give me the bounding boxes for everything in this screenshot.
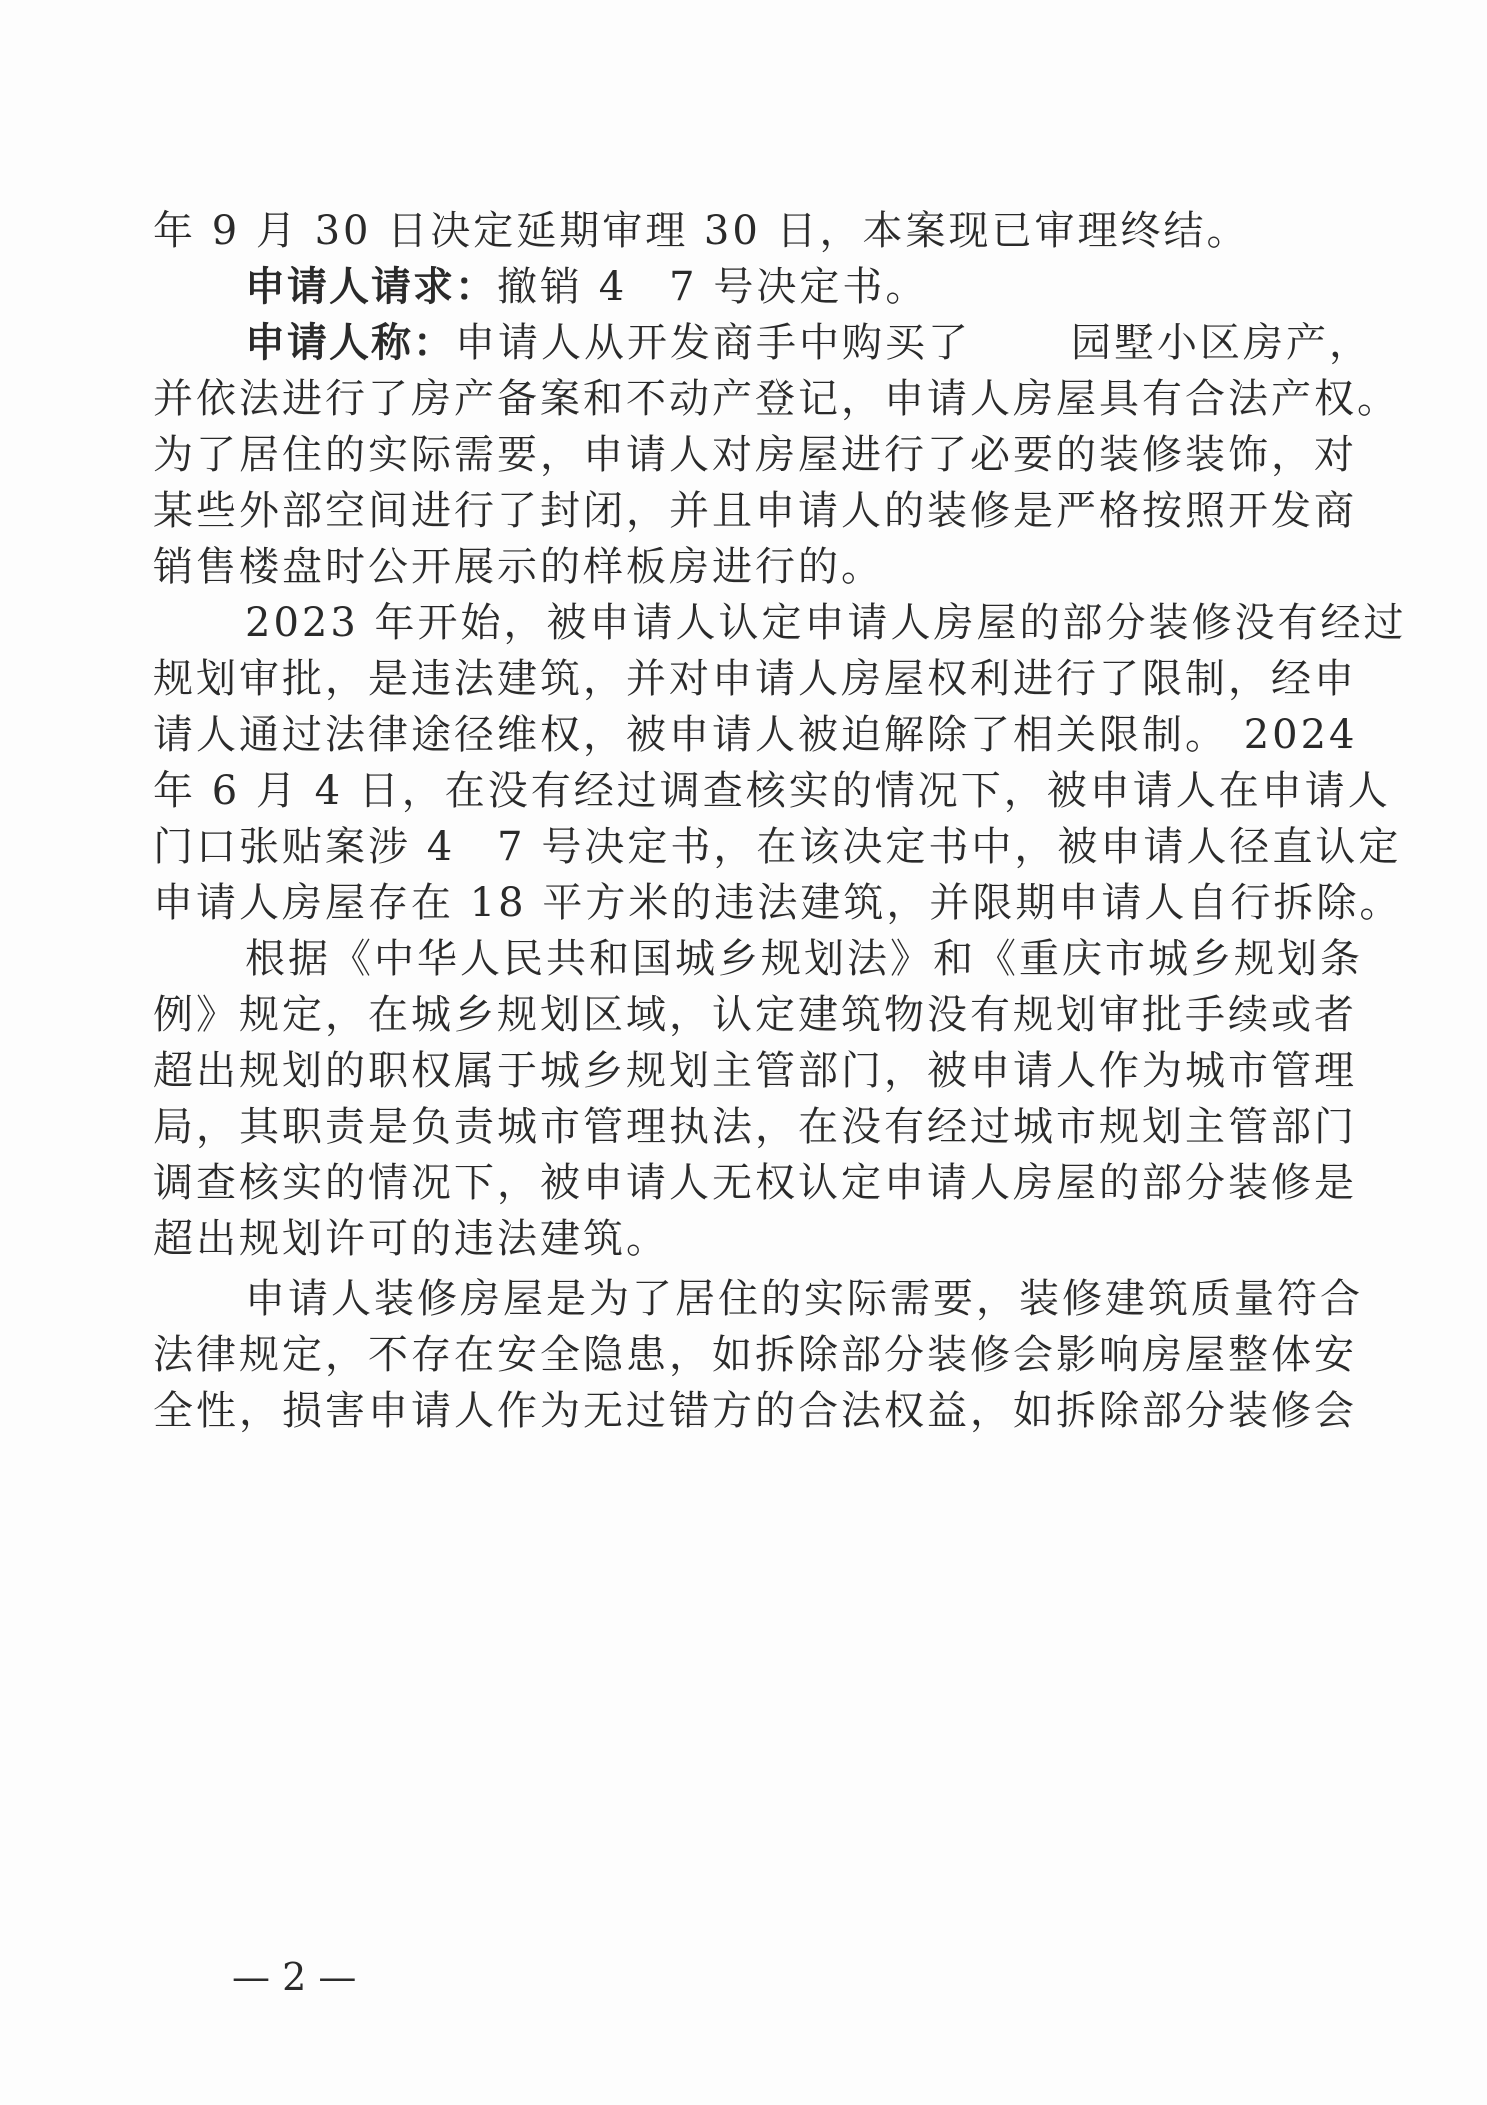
text-line-6: 某些外部空间进行了封闭，并且申请人的装修是严格按照开发商	[153, 488, 1357, 534]
text-line-5: 为了居住的实际需要，申请人对房屋进行了必要的装修装饰，对	[153, 432, 1357, 478]
text-line-9: 规划审批，是违法建筑，并对申请人房屋权利进行了限制，经申	[153, 656, 1357, 702]
text-line-18: 调查核实的情况下，被申请人无权认定申请人房屋的部分装修是	[153, 1160, 1357, 1206]
text-line-4: 并依法进行了房产备案和不动产登记，申请人房屋具有合法产权。	[153, 376, 1400, 422]
request-paragraph: 申请人请求：撤销 4 7 号决定书。	[245, 264, 929, 310]
text-line-19: 超出规划许可的违法建筑。	[153, 1216, 669, 1262]
text-line-17: 局，其职责是负责城市管理执法，在没有经过城市规划主管部门	[153, 1104, 1357, 1150]
text-line-11: 年 6 月 4 日，在没有经过调查核实的情况下，被申请人在申请人	[153, 768, 1391, 814]
claim-heading: 申请人称：	[245, 320, 455, 366]
text-line-21: 法律规定，不存在安全隐患，如拆除部分装修会影响房屋整体安	[153, 1332, 1357, 1378]
text-line-7: 销售楼盘时公开展示的样板房进行的。	[153, 544, 884, 590]
text-line-22: 全性，损害申请人作为无过错方的合法权益，如拆除部分装修会	[153, 1388, 1357, 1434]
text-line-14: 根据《中华人民共和国城乡规划法》和《重庆市城乡规划条	[245, 936, 1363, 982]
request-heading: 申请人请求：	[245, 264, 497, 310]
text-line-1: 年 9 月 30 日决定延期审理 30 日，本案现已审理终结。	[153, 208, 1250, 254]
text-line-10: 请人通过法律途径维权，被申请人被迫解除了相关限制。 2024	[153, 712, 1358, 758]
text-line-15: 例》规定，在城乡规划区域，认定建筑物没有规划审批手续或者	[153, 992, 1357, 1038]
text-line-20: 申请人装修房屋是为了居住的实际需要，装修建筑质量符合	[245, 1276, 1363, 1322]
text-line-16: 超出规划的职权属于城乡规划主管部门，被申请人作为城市管理	[153, 1048, 1357, 1094]
page-number: — 2 —	[232, 1955, 357, 1999]
text-line-8: 2023 年开始，被申请人认定申请人房屋的部分装修没有经过	[245, 600, 1407, 646]
text-line-13: 申请人房屋存在 18 平方米的违法建筑，并限期申请人自行拆除。	[153, 880, 1403, 926]
text-line-12: 门口张贴案涉 4 7 号决定书，在该决定书中，被申请人径直认定	[153, 824, 1402, 870]
claim-paragraph-line-1: 申请人称：申请人从开发商手中购买了 园墅小区房产，	[245, 320, 1372, 366]
